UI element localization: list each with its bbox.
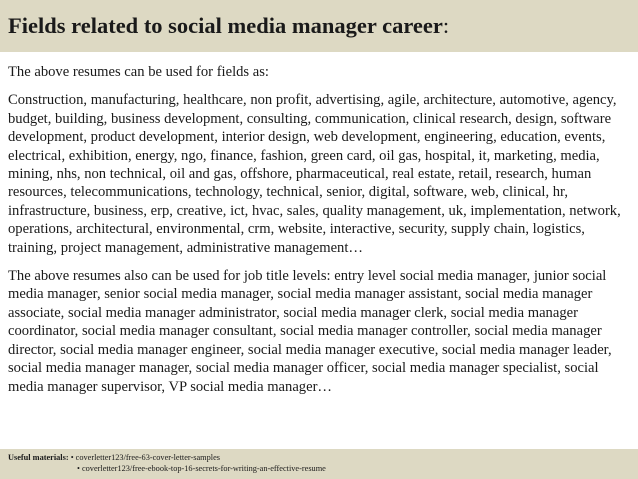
title-bar (0, 0, 638, 52)
footer-link-1[interactable]: • coverletter123/free-63-cover-letter-samples (70, 453, 220, 462)
footer-bar (0, 449, 638, 479)
footer-link-2[interactable]: • coverletter123/free-ebook-top-16-secrets-for-writing-an-effective-resume (77, 464, 326, 473)
footer-label: Useful materials: (8, 453, 69, 462)
page-title-text: Fields related to social media manager career (8, 13, 443, 38)
page-title-colon: : (442, 13, 450, 38)
job-levels-paragraph: The above resumes also can be used for job title levels: entry level social media manager, junior social media manager, senior social media manager, social media manager assistant, social media manager associate, social media manager administrator, social media manager clerk, social media manager coordinator, social media manager consultant, social media manager controller, social media manager director, social media manager engineer, social media manager executive, social media manager leader, social media manager manager, social media manager officer, social media manager specialist, social media manager supervisor, VP social media manager… (8, 268, 612, 395)
page-title (8, 13, 449, 39)
intro-text: The above resumes can be used for fields as: (8, 64, 269, 80)
fields-paragraph: Construction, manufacturing, healthcare, non profit, advertising, agile, architecture, automotive, agency, budget, building, business development, consulting, communication, clinical research, design, software development, product development, interior design, web development, engineering, education, events, electrical, exhibition, energy, ngo, finance, fashion, green card, oil gas, hospital, it, marketing, media, mining, nhs, non technical, oil and gas, offshore, pharmaceutical, real estate, retail, research, human resources, telecommunications, technology, technical, senior, digital, software, web, clinical, hr, infrastructure, business, erp, creative, ict, hvac, sales, quality management, uk, implementation, network, operations, architectural, environmental, crm, website, interactive, security, supply chain, logistics, training, project management, administrative management… (8, 92, 621, 256)
content-body (8, 63, 634, 406)
footer-row (77, 463, 326, 474)
footer-row (8, 452, 220, 463)
